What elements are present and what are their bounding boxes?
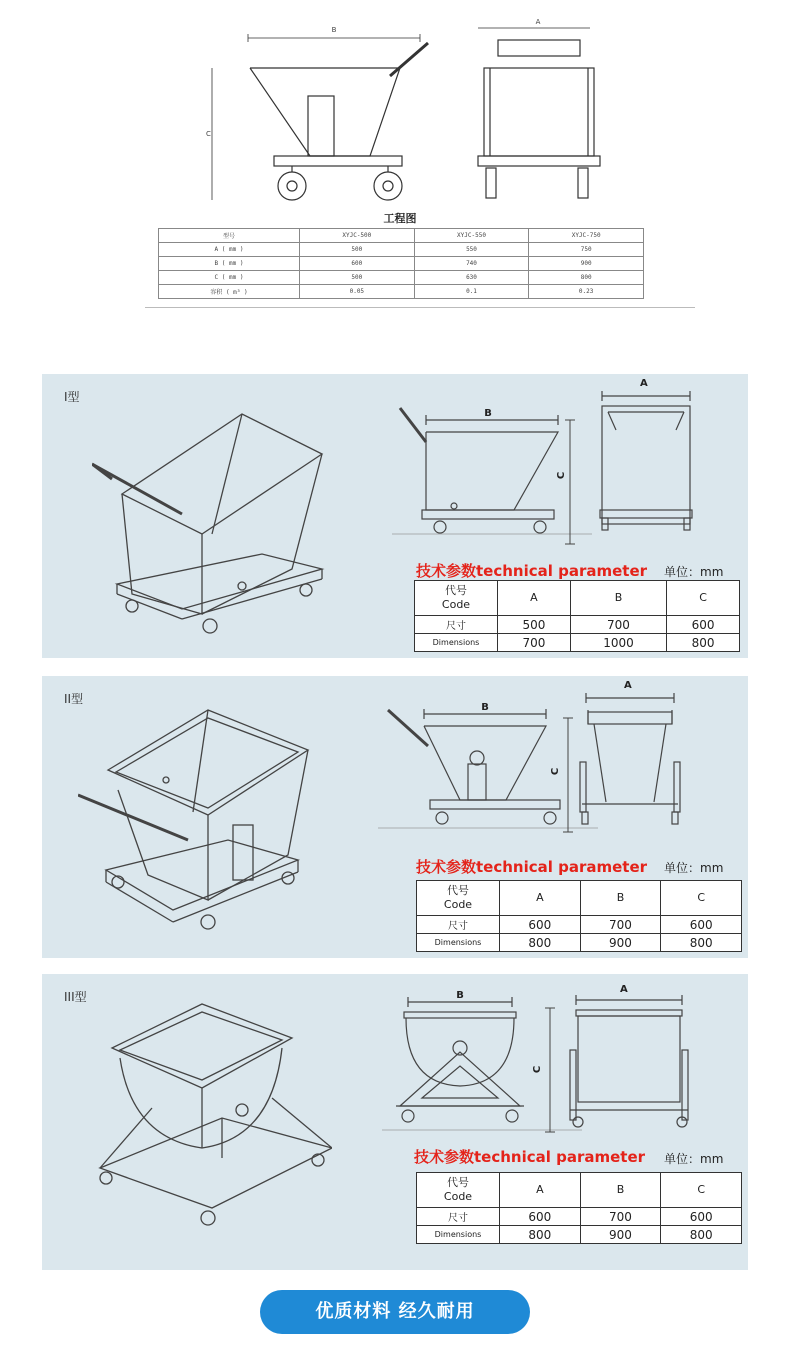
dim-c-marker [540, 1006, 564, 1136]
table-cell: 550 [414, 243, 529, 257]
slogan-banner: 优质材料 经久耐用 [260, 1290, 530, 1334]
table-cell [417, 881, 500, 916]
table-row [417, 934, 742, 952]
cart-isometric-illustration [78, 700, 318, 940]
engineering-drawing [200, 8, 620, 208]
table-cell: B [580, 881, 661, 916]
table-cell: 0.1 [414, 285, 529, 299]
table-cell: C [667, 581, 740, 616]
table-cell: 500 [498, 616, 571, 634]
table-cell: 800 [661, 1226, 742, 1244]
code-label-cn: 代号 [445, 584, 467, 597]
table-cell: B [580, 1173, 661, 1208]
table-cell: 1000 [570, 634, 666, 652]
dim-b-label: B [481, 702, 489, 713]
dim-a-label: A [620, 984, 628, 995]
parameter-table [416, 880, 742, 952]
panel-type-1 [42, 374, 748, 658]
dim-c-label: C [550, 767, 562, 776]
cart-front-view [578, 682, 688, 832]
table-cell: 600 [500, 1208, 581, 1226]
table-cell: 600 [661, 1208, 742, 1226]
table-cell: 0.23 [529, 285, 644, 299]
table-cell: XYJC-750 [529, 229, 644, 243]
table-row [417, 1173, 742, 1208]
table-row [415, 581, 740, 616]
table-cell: 尺寸 [417, 916, 500, 934]
table-row [415, 616, 740, 634]
table-cell: 500 [300, 271, 415, 285]
table-cell: 750 [529, 243, 644, 257]
table-cell: 600 [667, 616, 740, 634]
eng-dim-a: A [535, 18, 541, 26]
code-label-en: Code [443, 1190, 473, 1203]
table-cell: 900 [580, 934, 661, 952]
panel-label: III型 [64, 990, 87, 1004]
table-cell: 600 [661, 916, 742, 934]
table-cell: Dimensions [415, 634, 498, 652]
dim-c-label: C [532, 1065, 544, 1074]
table-cell: B [570, 581, 666, 616]
table-cell: 800 [661, 934, 742, 952]
table-cell: 800 [500, 934, 581, 952]
eng-dim-c: C [206, 130, 211, 138]
cart-isometric-illustration [92, 394, 332, 644]
table-cell: A ( mm ) [159, 243, 300, 257]
dim-a-label: A [624, 680, 632, 691]
engineering-table [158, 228, 644, 299]
dim-c-label: C [556, 471, 568, 480]
table-row [159, 257, 644, 271]
dim-b-label: B [484, 408, 492, 419]
panel-label: II型 [64, 692, 84, 706]
unit-label: 单位：mm [664, 565, 724, 579]
table-cell: 800 [500, 1226, 581, 1244]
table-cell: 尺寸 [415, 616, 498, 634]
table-row [417, 881, 742, 916]
code-label-en: Code [441, 598, 471, 611]
code-label-en: Code [443, 898, 473, 911]
table-cell: 容积 ( m³ ) [159, 285, 300, 299]
table-cell [415, 581, 498, 616]
table-cell: A [500, 881, 581, 916]
table-cell: 900 [529, 257, 644, 271]
table-row [159, 229, 644, 243]
unit-label: 单位：mm [664, 861, 724, 875]
parameter-table [416, 1172, 742, 1244]
table-row [159, 285, 644, 299]
table-cell [417, 1173, 500, 1208]
table-cell: 700 [580, 916, 661, 934]
dim-b-label: B [456, 990, 464, 1001]
table-cell: Dimensions [417, 934, 500, 952]
table-cell: A [500, 1173, 581, 1208]
table-row [159, 271, 644, 285]
table-cell: B ( mm ) [159, 257, 300, 271]
table-cell: 500 [300, 243, 415, 257]
table-row [417, 1208, 742, 1226]
table-cell: Dimensions [417, 1226, 500, 1244]
divider [145, 307, 695, 308]
dim-a-label: A [640, 378, 648, 389]
table-cell: 600 [300, 257, 415, 271]
panel-type-2 [42, 676, 748, 958]
table-row [159, 243, 644, 257]
code-label-cn: 代号 [447, 1176, 469, 1189]
technical-parameter-title: 技术参数technical parameter [416, 562, 648, 580]
cart-front-view [566, 980, 696, 1140]
table-cell: 740 [414, 257, 529, 271]
table-cell: 800 [667, 634, 740, 652]
cart-front-view [596, 380, 696, 540]
table-cell: 型号 [159, 229, 300, 243]
technical-parameter-title: 技术参数technical parameter [416, 858, 648, 876]
table-cell: 700 [498, 634, 571, 652]
table-row [417, 1226, 742, 1244]
eng-dim-b: B [331, 26, 337, 34]
table-row [417, 916, 742, 934]
panel-label: I型 [64, 390, 80, 404]
table-cell: XYJC-550 [414, 229, 529, 243]
engineering-title: 工程图 [383, 212, 417, 225]
table-row [415, 634, 740, 652]
table-cell: A [498, 581, 571, 616]
table-cell: C [661, 881, 742, 916]
cart-isometric-illustration [92, 998, 332, 1238]
table-cell: XYJC-500 [300, 229, 415, 243]
table-cell: 0.05 [300, 285, 415, 299]
table-cell: 900 [580, 1226, 661, 1244]
table-cell: C ( mm ) [159, 271, 300, 285]
table-cell: 630 [414, 271, 529, 285]
table-cell: 800 [529, 271, 644, 285]
dim-c-marker [560, 418, 584, 548]
table-cell: 600 [500, 916, 581, 934]
table-cell: C [661, 1173, 742, 1208]
table-cell: 700 [570, 616, 666, 634]
table-cell: 700 [580, 1208, 661, 1226]
unit-label: 单位：mm [664, 1152, 724, 1166]
technical-parameter-title: 技术参数technical parameter [414, 1148, 646, 1166]
table-cell: 尺寸 [417, 1208, 500, 1226]
parameter-table [414, 580, 740, 652]
code-label-cn: 代号 [447, 884, 469, 897]
panel-type-3 [42, 974, 748, 1270]
